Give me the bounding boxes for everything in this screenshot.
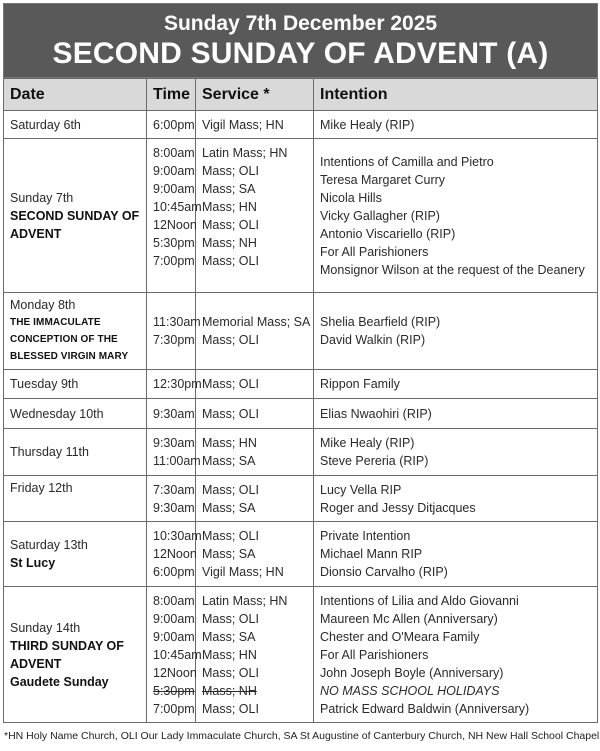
- service-value: Mass; SA: [202, 547, 256, 561]
- table-row: [4, 429, 598, 476]
- time-value: 6:00pm: [153, 565, 195, 579]
- intention-value: Rippon Family: [320, 377, 400, 391]
- schedule-table: [3, 78, 598, 723]
- service-value: Mass; OLI: [202, 163, 259, 178]
- feast-label: CONCEPTION OF THE: [10, 334, 118, 345]
- time-value: 8:00am: [153, 145, 195, 160]
- intention-value: Vicky Gallagher (RIP): [320, 208, 440, 223]
- intention-value: Antonio Viscariello (RIP): [320, 226, 456, 241]
- time-value: 9:00am: [153, 629, 195, 644]
- day-label: Saturday 6th: [10, 117, 81, 132]
- service-value: Vigil Mass; HN: [202, 117, 284, 132]
- intention-value: Private Intention: [320, 529, 411, 543]
- service-value: Mass; SA: [202, 181, 256, 196]
- cancelled-service-value: Mass; NH: [202, 683, 257, 698]
- service-value: Mass; OLI: [202, 217, 259, 232]
- service-value: Mass; OLI: [202, 529, 259, 543]
- day-label: Friday 12th: [10, 481, 73, 495]
- time-cell: [147, 522, 202, 587]
- column-header-service: Service *: [196, 79, 314, 111]
- cancelled-time-value: 5:30pm: [153, 683, 195, 698]
- date-cell: [4, 522, 147, 587]
- service-value: Mass; NH: [202, 235, 257, 250]
- time-value: 9:00am: [153, 181, 195, 196]
- time-value: 7:30pm: [153, 333, 195, 347]
- date-cell: [4, 293, 147, 370]
- banner-title: SECOND SUNDAY OF ADVENT (A): [52, 37, 549, 70]
- time-value: 9:00am: [153, 163, 195, 178]
- column-header-date: Date: [4, 79, 147, 111]
- date-cell: [4, 587, 147, 723]
- feast-label: THE IMMACULATE: [10, 317, 101, 328]
- day-label: Sunday 14th: [10, 620, 81, 635]
- service-cell: [196, 111, 314, 139]
- intention-value: Shelia Bearfield (RIP): [320, 315, 441, 329]
- service-value: Mass; HN: [202, 199, 257, 214]
- service-value: Mass; SA: [202, 629, 256, 644]
- feast-label: SECOND SUNDAY OF: [10, 208, 140, 223]
- table-row: [4, 476, 598, 522]
- service-cell: [196, 370, 314, 399]
- intention-value: For All Parishioners: [320, 244, 429, 259]
- intention-value: David Walkin (RIP): [320, 333, 426, 347]
- cancellation-notice: NO MASS SCHOOL HOLIDAYS: [320, 683, 500, 698]
- intention-value: Steve Pereria (RIP): [320, 454, 429, 468]
- date-cell: [4, 111, 147, 139]
- time-value: 10:45am: [153, 647, 202, 662]
- table-row: [4, 293, 598, 370]
- service-value: Mass; OLI: [202, 406, 259, 421]
- table-row: [4, 522, 598, 587]
- banner-date: Sunday 7th December 2025: [163, 12, 438, 35]
- date-cell: [4, 399, 147, 429]
- time-cell: [147, 370, 202, 399]
- intention-value: Nicola Hills: [320, 190, 382, 205]
- intention-value: John Joseph Boyle (Anniversary): [320, 665, 504, 680]
- time-value: 8:00am: [153, 593, 195, 608]
- time-cell: [147, 429, 201, 476]
- time-value: 10:45am: [153, 199, 202, 214]
- service-cell: [196, 429, 314, 476]
- time-value: 10:30am: [153, 529, 202, 543]
- table-row: [4, 587, 598, 723]
- intention-value: Chester and O'Meara Family: [320, 629, 480, 644]
- intention-cell: [314, 293, 598, 370]
- feast-label: St Lucy: [10, 556, 56, 570]
- service-value: Mass; SA: [202, 500, 256, 515]
- intention-cell: [314, 476, 598, 522]
- service-value: Mass; OLI: [202, 377, 259, 391]
- service-cell: [196, 476, 314, 522]
- time-value: 11:00am: [153, 454, 201, 468]
- date-cell: [4, 370, 147, 399]
- intention-value: Michael Mann RIP: [320, 547, 423, 561]
- table-row: [4, 139, 598, 293]
- time-value: 9:00am: [153, 611, 195, 626]
- time-cell: [147, 293, 201, 370]
- time-cell: [147, 587, 202, 723]
- time-value: 9:30am: [153, 406, 195, 421]
- intention-value: Intentions of Camilla and Pietro: [320, 154, 494, 169]
- table-row: [4, 399, 598, 429]
- intention-value: Maureen Mc Allen (Anniversary): [320, 611, 498, 626]
- day-label: Monday 8th: [10, 298, 76, 312]
- intention-value: Monsignor Wilson at the request of the Deanery: [320, 262, 585, 277]
- time-value: 12Noon: [153, 665, 197, 680]
- intention-value: Mike Healy (RIP): [320, 117, 415, 132]
- column-header-intention: Intention: [314, 79, 598, 111]
- time-cell: [147, 399, 196, 429]
- time-value: 7:00pm: [153, 701, 195, 716]
- header-row: [4, 79, 598, 111]
- service-cell: [196, 139, 314, 293]
- intention-value: For All Parishioners: [320, 647, 429, 662]
- intention-cell: [314, 429, 598, 476]
- date-cell: [4, 139, 147, 293]
- day-label: Wednesday 10th: [10, 406, 104, 421]
- time-value: 11:30am: [153, 315, 201, 329]
- intention-cell: [314, 399, 598, 429]
- service-value: Mass; SA: [202, 454, 256, 468]
- time-value: 7:00pm: [153, 253, 195, 268]
- service-value: Mass; OLI: [202, 482, 259, 497]
- intention-cell: [314, 587, 598, 723]
- day-label: Tuesday 9th: [10, 377, 79, 391]
- intention-cell: [314, 522, 598, 587]
- service-value: Vigil Mass; HN: [202, 565, 284, 579]
- intention-value: Dionsio Carvalho (RIP): [320, 565, 448, 579]
- service-value: Mass; HN: [202, 436, 257, 450]
- time-value: 9:30am: [153, 500, 195, 515]
- table-row: [4, 111, 598, 139]
- time-cell: [147, 476, 196, 522]
- service-value: Memorial Mass; SA: [202, 315, 311, 329]
- mass-schedule-sheet: [3, 3, 598, 723]
- service-cell: [196, 293, 314, 370]
- time-value: 12Noon: [153, 547, 197, 561]
- feast-label: BLESSED VIRGIN MARY: [10, 351, 129, 362]
- intention-value: Teresa Margaret Curry: [320, 172, 446, 187]
- time-value: 12Noon: [153, 217, 197, 232]
- day-label: Saturday 13th: [10, 538, 88, 552]
- feast-label: ADVENT: [10, 226, 62, 241]
- intention-cell: [314, 111, 598, 139]
- service-cell: [196, 522, 314, 587]
- time-cell: [147, 139, 202, 293]
- date-cell: [4, 429, 147, 476]
- service-value: Mass; HN: [202, 647, 257, 662]
- time-value: 5:30pm: [153, 235, 195, 250]
- time-value: 7:30am: [153, 482, 195, 497]
- column-header-time: Time: [147, 79, 196, 111]
- service-value: Latin Mass; HN: [202, 593, 288, 608]
- intention-value: Roger and Jessy Ditjacques: [320, 500, 476, 515]
- service-value: Latin Mass; HN: [202, 145, 288, 160]
- day-label: Thursday 11th: [10, 445, 89, 459]
- service-value: Mass; OLI: [202, 701, 259, 716]
- service-value: Mass; OLI: [202, 665, 259, 680]
- time-cell: [147, 111, 196, 139]
- feast-label: ADVENT: [10, 656, 62, 671]
- table-row: [4, 370, 598, 399]
- intention-value: Intentions of Lilia and Aldo Giovanni: [320, 593, 519, 608]
- intention-value: Patrick Edward Baldwin (Anniversary): [320, 701, 530, 716]
- feast-label: Gaudete Sunday: [10, 674, 109, 689]
- service-value: Mass; OLI: [202, 333, 259, 347]
- service-value: Mass; OLI: [202, 253, 259, 268]
- intention-value: Elias Nwaohiri (RIP): [320, 406, 432, 421]
- intention-value: Lucy Vella RIP: [320, 482, 402, 497]
- date-cell: [4, 476, 147, 522]
- feast-label: THIRD SUNDAY OF: [10, 638, 124, 653]
- intention-value: Mike Healy (RIP): [320, 436, 415, 450]
- intention-cell: [314, 139, 598, 293]
- service-value: Mass; OLI: [202, 611, 259, 626]
- time-value: 12:30pm: [153, 377, 202, 391]
- service-cell: [196, 587, 314, 723]
- title-banner: [3, 3, 598, 78]
- intention-cell: [314, 370, 598, 399]
- time-value: 6:00pm: [153, 117, 195, 132]
- day-label: Sunday 7th: [10, 190, 74, 205]
- time-value: 9:30am: [153, 436, 195, 450]
- church-legend-footnote: *HN Holy Name Church, OLI Our Lady Immaculate Church, SA St Augustine of Canterbury Church, NH New Hall School Chapel: [4, 730, 600, 742]
- service-cell: [196, 399, 314, 429]
